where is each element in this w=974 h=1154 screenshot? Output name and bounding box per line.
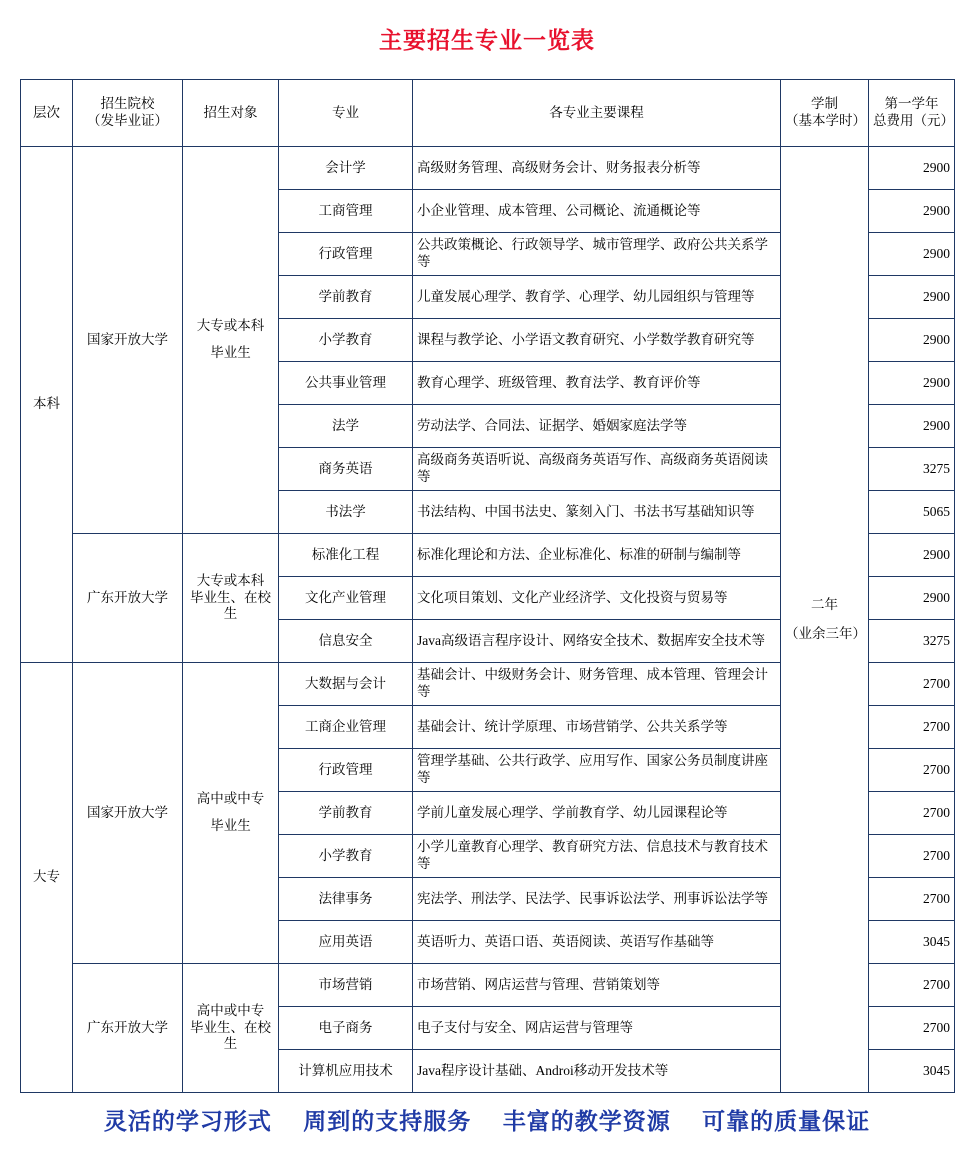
cell-school-ouc-bachelor: 国家开放大学: [73, 147, 183, 534]
cell-fee: 2900: [869, 319, 955, 362]
table-row: [21, 147, 955, 190]
cell-courses: 劳动法学、合同法、证据学、婚姻家庭法学等: [413, 405, 781, 448]
cell-major: 学前教育: [279, 792, 413, 835]
cell-courses: 高级财务管理、高级财务会计、财务报表分析等: [413, 147, 781, 190]
cell-major: 信息安全: [279, 620, 413, 663]
cell-major: 小学教育: [279, 319, 413, 362]
footer-slogan-2: 周到的支持服务: [303, 1108, 472, 1134]
cell-courses: 小企业管理、成本管理、公司概论、流通概论等: [413, 190, 781, 233]
cell-major: 市场营销: [279, 964, 413, 1007]
cell-major: 计算机应用技术: [279, 1050, 413, 1093]
cell-major: 会计学: [279, 147, 413, 190]
cell-major: 大数据与会计: [279, 663, 413, 706]
column-header-level: 层次: [21, 80, 73, 147]
cell-courses: 小学儿童教育心理学、教育研究方法、信息技术与教育技术等: [413, 835, 781, 878]
cell-fee: 2900: [869, 233, 955, 276]
cell-major: 书法学: [279, 491, 413, 534]
cell-courses: 管理学基础、公共行政学、应用写作、国家公务员制度讲座等: [413, 749, 781, 792]
cell-major: 行政管理: [279, 749, 413, 792]
cell-major: 法律事务: [279, 878, 413, 921]
cell-major: 标准化工程: [279, 534, 413, 577]
footer-slogan-3: 丰富的教学资源: [502, 1108, 671, 1134]
cell-major: 工商企业管理: [279, 706, 413, 749]
cell-fee: 3045: [869, 921, 955, 964]
cell-major: 工商管理: [279, 190, 413, 233]
cell-level-college: 大专: [21, 663, 73, 1093]
cell-fee: 2900: [869, 534, 955, 577]
cell-courses: Java程序设计基础、Androi移动开发技术等: [413, 1050, 781, 1093]
cell-fee: 2700: [869, 792, 955, 835]
cell-target-ouc-bachelor: 大专或本科 毕业生: [183, 147, 279, 534]
cell-courses: 宪法学、刑法学、民法学、民事诉讼法学、刑事诉讼法学等: [413, 878, 781, 921]
cell-fee: 2900: [869, 276, 955, 319]
cell-courses: 基础会计、中级财务会计、财务管理、成本管理、管理会计等: [413, 663, 781, 706]
cell-fee: 2700: [869, 878, 955, 921]
cell-fee: 3275: [869, 620, 955, 663]
cell-courses: 英语听力、英语口语、英语阅读、英语写作基础等: [413, 921, 781, 964]
cell-major: 商务英语: [279, 448, 413, 491]
cell-courses: 公共政策概论、行政领导学、城市管理学、政府公共关系学等: [413, 233, 781, 276]
column-header-target: 招生对象: [183, 80, 279, 147]
cell-courses: 教育心理学、班级管理、教育法学、教育评价等: [413, 362, 781, 405]
cell-target-ouc-college: 高中或中专 毕业生: [183, 663, 279, 964]
cell-courses: Java高级语言程序设计、网络安全技术、数据库安全技术等: [413, 620, 781, 663]
cell-fee: 2700: [869, 749, 955, 792]
cell-courses: 电子支付与安全、网店运营与管理等: [413, 1007, 781, 1050]
cell-fee: 2900: [869, 362, 955, 405]
column-header-major: 专业: [279, 80, 413, 147]
cell-fee: 3045: [869, 1050, 955, 1093]
cell-courses: 基础会计、统计学原理、市场营销学、公共关系学等: [413, 706, 781, 749]
cell-fee: 3275: [869, 448, 955, 491]
cell-major: 公共事业管理: [279, 362, 413, 405]
cell-fee: 2700: [869, 1007, 955, 1050]
column-header-duration: 学制 （基本学时）: [781, 80, 869, 147]
column-header-fee: 第一学年 总费用（元）: [869, 80, 955, 147]
cell-fee: 2900: [869, 190, 955, 233]
cell-courses: 书法结构、中国书法史、篆刻入门、书法书写基础知识等: [413, 491, 781, 534]
cell-courses: 学前儿童发展心理学、学前教育学、幼儿园课程论等: [413, 792, 781, 835]
footer-slogans: [0, 1103, 974, 1136]
page-title: 主要招生专业一览表: [379, 27, 595, 53]
majors-table: [20, 79, 955, 1093]
cell-courses: 市场营销、网店运营与管理、营销策划等: [413, 964, 781, 1007]
cell-major: 电子商务: [279, 1007, 413, 1050]
cell-school-ouc-college: 国家开放大学: [73, 663, 183, 964]
cell-fee: 2700: [869, 706, 955, 749]
cell-fee: 5065: [869, 491, 955, 534]
cell-level-undergraduate: 本科: [21, 147, 73, 663]
cell-school-gdou-college: 广东开放大学: [73, 964, 183, 1093]
cell-courses: 标准化理论和方法、企业标准化、标准的研制与编制等: [413, 534, 781, 577]
column-header-courses: 各专业主要课程: [413, 80, 781, 147]
cell-duration: 二年 （业余三年）: [781, 147, 869, 1093]
cell-target-gdou-bachelor: 大专或本科 毕业生、在校生: [183, 534, 279, 663]
cell-major: 文化产业管理: [279, 577, 413, 620]
cell-fee: 2900: [869, 147, 955, 190]
cell-fee: 2900: [869, 405, 955, 448]
cell-major: 法学: [279, 405, 413, 448]
cell-courses: 文化项目策划、文化产业经济学、文化投资与贸易等: [413, 577, 781, 620]
cell-major: 小学教育: [279, 835, 413, 878]
table-header-row: [21, 80, 955, 147]
footer-slogan-1: 灵活的学习形式: [103, 1108, 272, 1134]
cell-fee: 2700: [869, 964, 955, 1007]
cell-courses: 高级商务英语听说、高级商务英语写作、高级商务英语阅读等: [413, 448, 781, 491]
column-header-school: 招生院校 （发毕业证）: [73, 80, 183, 147]
cell-major: 行政管理: [279, 233, 413, 276]
cell-fee: 2700: [869, 663, 955, 706]
cell-target-gdou-college: 高中或中专 毕业生、在校生: [183, 964, 279, 1093]
cell-fee: 2900: [869, 577, 955, 620]
cell-courses: 儿童发展心理学、教育学、心理学、幼儿园组织与管理等: [413, 276, 781, 319]
majors-table-container: [20, 79, 954, 1093]
cell-school-gdou-bachelor: 广东开放大学: [73, 534, 183, 663]
cell-major: 应用英语: [279, 921, 413, 964]
footer-slogan-4: 可靠的质量保证: [702, 1108, 871, 1134]
cell-courses: 课程与教学论、小学语文教育研究、小学数学教育研究等: [413, 319, 781, 362]
cell-fee: 2700: [869, 835, 955, 878]
cell-major: 学前教育: [279, 276, 413, 319]
